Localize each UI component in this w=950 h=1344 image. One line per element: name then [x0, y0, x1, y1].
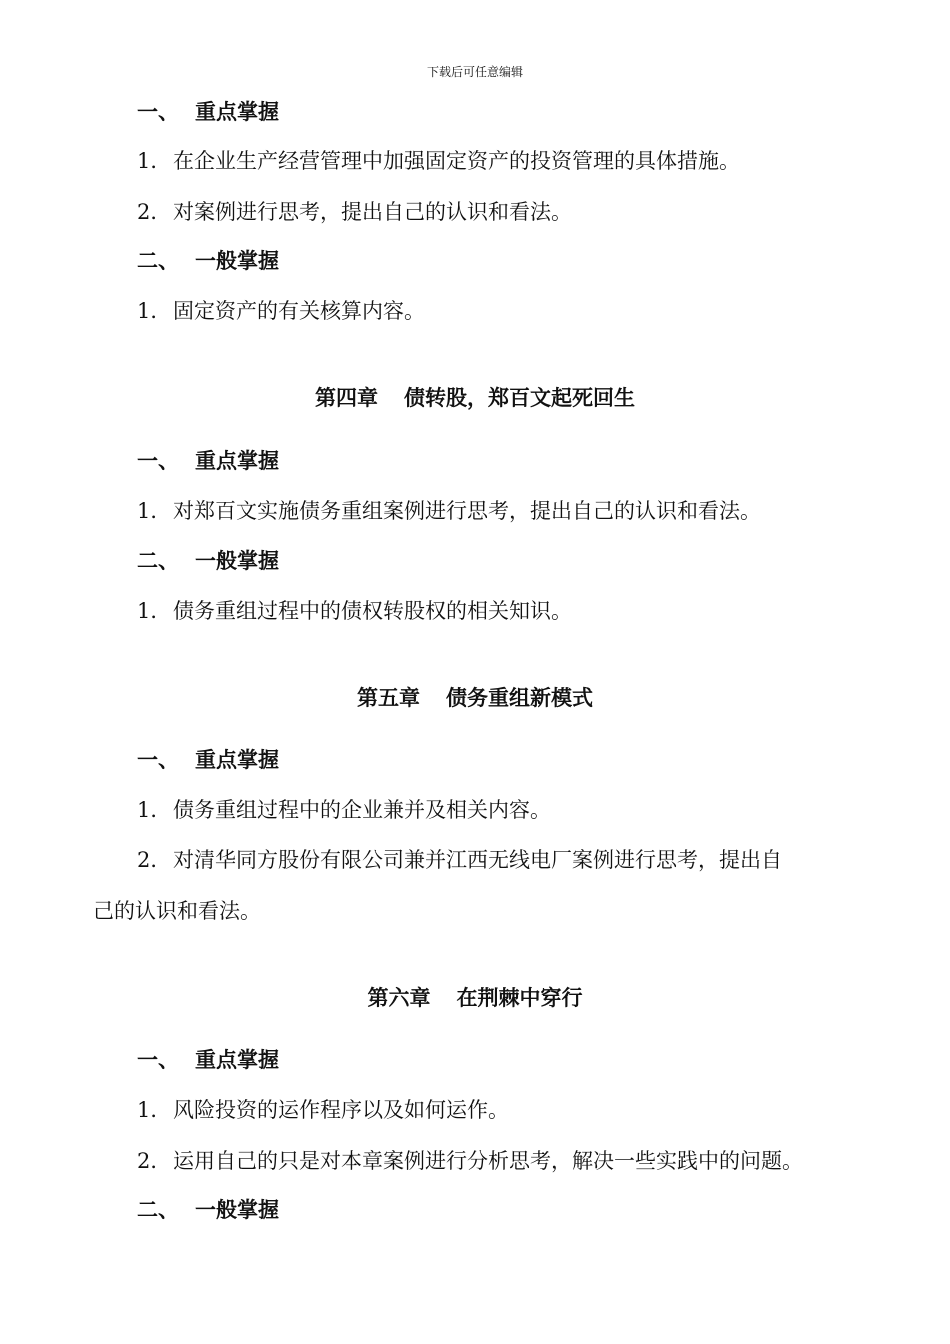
section-number: 一、 [137, 748, 179, 772]
list-item [137, 1095, 509, 1125]
chapter-number: 第五章 [357, 686, 420, 710]
section-title: 重点掌握 [195, 449, 279, 473]
chapter-title [0, 383, 950, 413]
section-number: 一、 [137, 1048, 179, 1072]
section-title: 重点掌握 [195, 748, 279, 772]
item-text: 对清华同方股份有限公司兼并江西无线电厂案例进行思考，提出自 [173, 848, 782, 872]
chapter-number: 第四章 [315, 386, 378, 410]
item-number: 2． [137, 1149, 172, 1173]
section-heading [137, 97, 279, 127]
item-text: 固定资产的有关核算内容。 [173, 299, 425, 323]
chapter-name: 在荆棘中穿行 [456, 986, 583, 1010]
section-number: 二、 [137, 249, 179, 273]
list-item [137, 795, 551, 825]
item-number: 1． [137, 299, 172, 323]
list-item [137, 496, 761, 526]
section-number: 二、 [137, 1198, 179, 1222]
chapter-name: 债务重组新模式 [446, 686, 593, 710]
section-heading [137, 1195, 279, 1225]
item-number: 1． [137, 798, 172, 822]
section-heading [137, 446, 279, 476]
item-number: 1． [137, 499, 172, 523]
section-title: 一般掌握 [195, 1198, 279, 1222]
section-heading [137, 745, 279, 775]
list-item [137, 1146, 803, 1176]
item-text: 债务重组过程中的债权转股权的相关知识。 [173, 599, 572, 623]
item-text: 对郑百文实施债务重组案例进行思考，提出自己的认识和看法。 [173, 499, 761, 523]
chapter-name: 债转股，郑百文起死回生 [404, 386, 635, 410]
item-number: 1． [137, 1098, 172, 1122]
item-text: 运用自己的只是对本章案例进行分析思考，解决一些实践中的问题。 [173, 1149, 803, 1173]
list-item [137, 197, 572, 227]
item-text: 对案例进行思考，提出自己的认识和看法。 [173, 200, 572, 224]
section-title: 一般掌握 [195, 549, 279, 573]
section-heading [137, 546, 279, 576]
item-number: 1． [137, 149, 172, 173]
page-header: 下载后可任意编辑 [426, 65, 523, 79]
chapter-title [0, 983, 950, 1013]
list-item-continuation: 己的认识和看法。 [93, 899, 261, 923]
section-heading [137, 1045, 279, 1075]
section-number: 一、 [137, 449, 179, 473]
item-number: 1． [137, 599, 172, 623]
section-title: 一般掌握 [195, 249, 279, 273]
item-text: 风险投资的运作程序以及如何运作。 [173, 1098, 509, 1122]
list-item [137, 845, 782, 875]
item-text: 在企业生产经营管理中加强固定资产的投资管理的具体措施。 [173, 149, 740, 173]
list-item [137, 146, 740, 176]
list-item [137, 596, 572, 626]
section-title: 重点掌握 [195, 100, 279, 124]
section-number: 一、 [137, 100, 179, 124]
section-title: 重点掌握 [195, 1048, 279, 1072]
section-number: 二、 [137, 549, 179, 573]
chapter-number: 第六章 [367, 986, 431, 1010]
item-text: 债务重组过程中的企业兼并及相关内容。 [173, 798, 551, 822]
list-item [137, 296, 425, 326]
item-number: 2． [137, 848, 172, 872]
chapter-title [0, 683, 950, 713]
item-number: 2． [137, 200, 172, 224]
section-heading [137, 246, 279, 276]
